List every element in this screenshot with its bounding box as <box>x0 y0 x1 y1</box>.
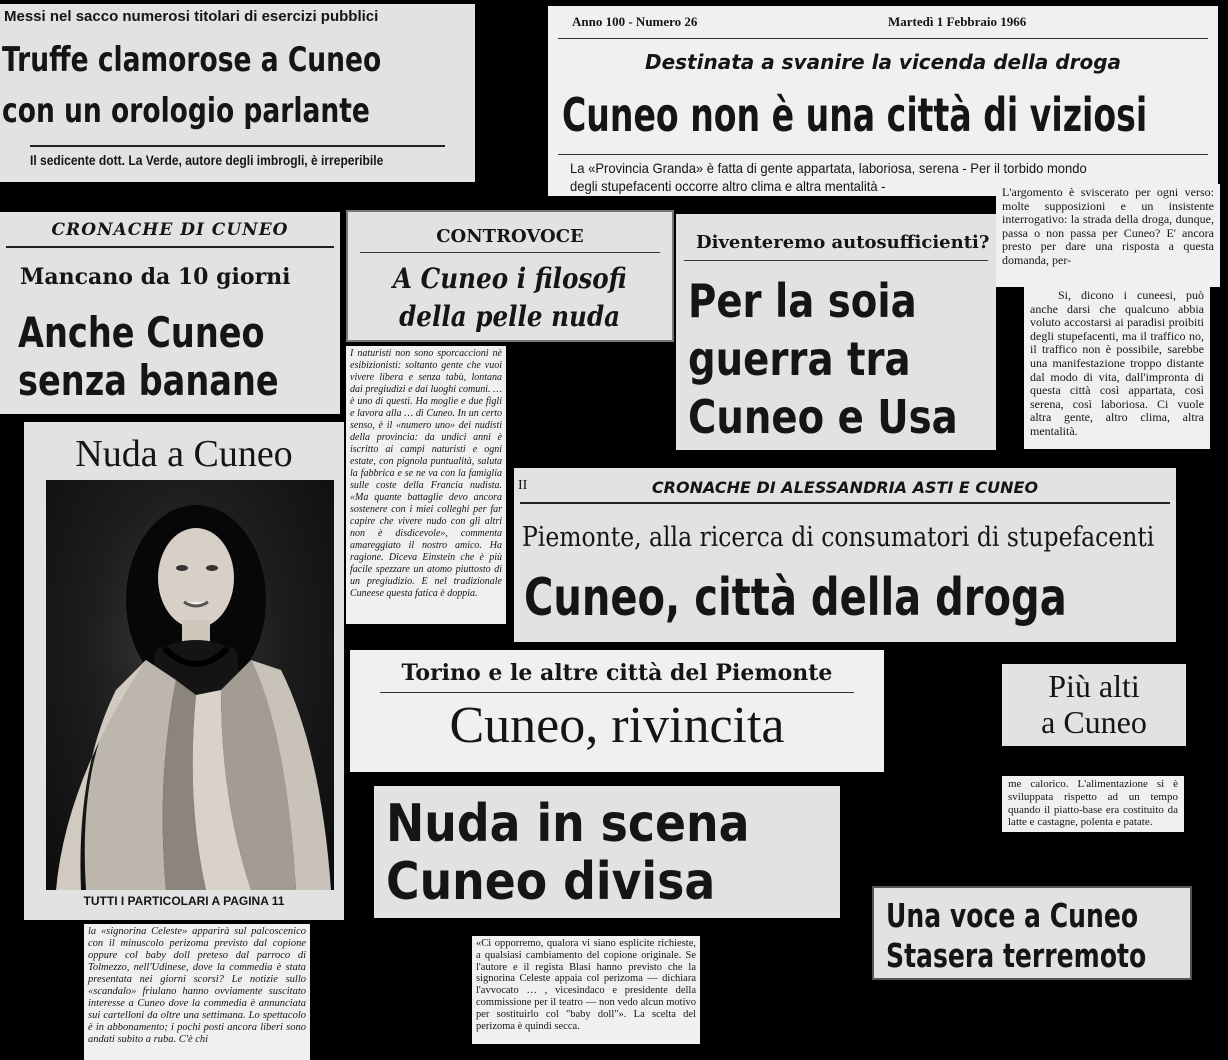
piu-alti-body: me calorico. L'alimentazione si è sviluppata rispetto ad un tempo quando il piatto-base era costituito da latte e castagne, polenta e patate. <box>1002 776 1184 832</box>
headline: Cuneo, rivincita <box>449 697 785 754</box>
issue-number: Anno 100 - Numero 26 <box>572 14 698 29</box>
headline-rule <box>558 154 1208 155</box>
controvoce-body: I naturisti non sono sporcaccioni nè esibizionisti: soltanto gente che vuoi vivere libera e senza tabù, lontana dai pregiudizi e dai luoghi comuni. … è uno di questi. Ha moglie e due figli e lavora alla … di Cuneo. In un certo senso, è il «numero uno» dei nudisti della provincia: da undici anni è iscritto ai campi naturisti e ogni estate, con pignola puntualità, saluta la fabbrica e se ne va con la famiglia sulle coste della Francia nudista. «Ma quante battaglie devo ancora sostenere con i miei colleghi per far capire che vivere nudo con gli altri non è disdicevole», commenta amareggiato il nostro amico. Ha ragione. Diceva Einstein che è più facile spezzare un atomo piuttosto di un pregiudizio. E nel tradizionale Cuneese questa fatica è doppia. <box>346 346 506 624</box>
headline-line-1: Truffe clamorose a Cuneo <box>2 40 382 80</box>
headline: Nuda a Cuneo <box>75 433 293 475</box>
headline-line-1: Per la soia <box>688 274 917 328</box>
headline-line-1: A Cuneo i filosofi <box>393 262 627 295</box>
issue-date: Martedì 1 Febbraio 1966 <box>888 14 1027 29</box>
clipping-soia <box>676 214 996 450</box>
woman-photo-illustration <box>46 480 334 890</box>
headline-line-2: Stasera terremoto <box>886 936 1147 975</box>
section-label: CRONACHE DI CUNEO <box>51 220 289 240</box>
clipping-nuda-photo <box>24 422 344 920</box>
clipping-controvoce <box>346 210 674 342</box>
headline-line-2: guerra tra <box>688 332 911 386</box>
clipping-piu-alti <box>1002 664 1186 746</box>
clipping-truffe <box>0 4 475 182</box>
page-number: II <box>518 478 528 493</box>
headline-line-3: Cuneo e Usa <box>688 390 958 444</box>
headline-line-2: Cuneo divisa <box>386 852 716 912</box>
section-label: CRONACHE DI ALESSANDRIA ASTI E CUNEO <box>651 478 1039 497</box>
clipping-viziosi-header <box>548 6 1218 196</box>
subhead-line-1: La «Provincia Granda» è fatta di gente appartata, laboriosa, serena - Per il torbido mondo <box>570 160 1087 176</box>
nuda-scena-body: «Ci opporremo, qualora vi siano esplicite richieste, a qualsiasi cambiamento del copione originale. Se l'autore e il regista Blasi hanno previsto che la signorina Celeste appaia col perizoma — dichiara l'avvocato … , vicesindaco e presidente della commissione per il teatro — non vedo alcun motivo per sostituirlo col "baby doll"». La scelta del perizoma è quindi secca. <box>472 936 700 1044</box>
kicker: Destinata a svanire la vicenda della droga <box>644 50 1122 74</box>
kicker-rule <box>684 260 988 261</box>
section-label: CONTROVOCE <box>436 226 584 247</box>
viziosi-body-bottom: Si, dicono i cuneesi, può anche darsi che qualcuno abbia voluto accostarsi ai paradisi proibiti degli stupefacenti, ma il traffico no, il traffico non è possibile, sarebbe una manifestazione troppo distante dal modo di vita, dall'impronta di questa città così appartata, così serena, così laboriosa. Ci vuole altra gente, altro clima, altra mentalità. <box>1024 287 1210 449</box>
headline-line-2: con un orologio parlante <box>2 91 370 131</box>
kicker-rule <box>380 692 854 693</box>
headline-line-2: della pelle nuda <box>399 300 621 333</box>
photo-caption: TUTTI I PARTICOLARI A PAGINA 11 <box>83 894 285 908</box>
headline: Cuneo, città della droga <box>524 568 1067 628</box>
clipping-terremoto <box>872 886 1192 980</box>
kicker: Torino e le altre città del Piemonte <box>401 660 833 686</box>
kicker: Mancano da 10 giorni <box>20 264 291 290</box>
clipping-rivincita <box>350 650 884 772</box>
kicker: Diventeremo autosufficienti? <box>696 232 990 253</box>
clipping-nuda-scena <box>374 786 840 918</box>
headline: Cuneo non è una città di viziosi <box>562 88 1148 142</box>
headline-line-1: Nuda in scena <box>386 794 750 854</box>
kicker: Messi nel sacco numerosi titolari di esercizi pubblici <box>4 8 379 25</box>
kicker: Piemonte, alla ricerca di consumatori di stupefacenti <box>522 522 1155 553</box>
viziosi-body-top: L'argomento è sviscerato per ogni verso: molte supposizioni e un insistente interrogativo: la strada della droga, dunque, passa o non passa per Cuneo? E' ancora presto per dare una risposta a questa domanda, per- <box>996 184 1220 287</box>
masthead-rule <box>558 38 1208 39</box>
section-rule <box>360 252 660 253</box>
headline-line-2: senza banane <box>18 356 279 405</box>
clipping-citta-droga <box>514 468 1176 642</box>
woman-photo <box>46 480 334 890</box>
headline-line-2: a Cuneo <box>1041 704 1147 740</box>
subhead-line-2: degli stupefacenti occorre altro clima e altra mentalità - <box>570 178 886 194</box>
subhead: Il sedicente dott. La Verde, autore degli imbrogli, è irreperibile <box>30 152 384 168</box>
nuda-photo-body: la «signorina Celeste» apparirà sul palcoscenico con il minuscolo perizoma previsto dal copione oppure col baby doll preteso dal parroco di Tolmezzo, nell'Udinese, dove la commedia è stata presentata nei giorni scorsi? Le notizie sullo «scandalo» friulano hanno ovviamente suscitato interesse a Cuneo dove la commedia è annunciata sui cartelloni da oltre una settimana. Lo spettacolo è in abbonamento; i pochi posti ancora liberi sono andati subito a ruba. C'è chi <box>84 924 310 1060</box>
headline-line-1: Anche Cuneo <box>18 308 265 357</box>
section-rule <box>520 502 1170 504</box>
divider <box>30 145 445 147</box>
section-rule <box>6 246 334 248</box>
headline-line-1: Più alti <box>1048 668 1140 704</box>
headline-line-1: Una voce a Cuneo <box>886 896 1139 935</box>
clipping-banane <box>0 212 340 414</box>
